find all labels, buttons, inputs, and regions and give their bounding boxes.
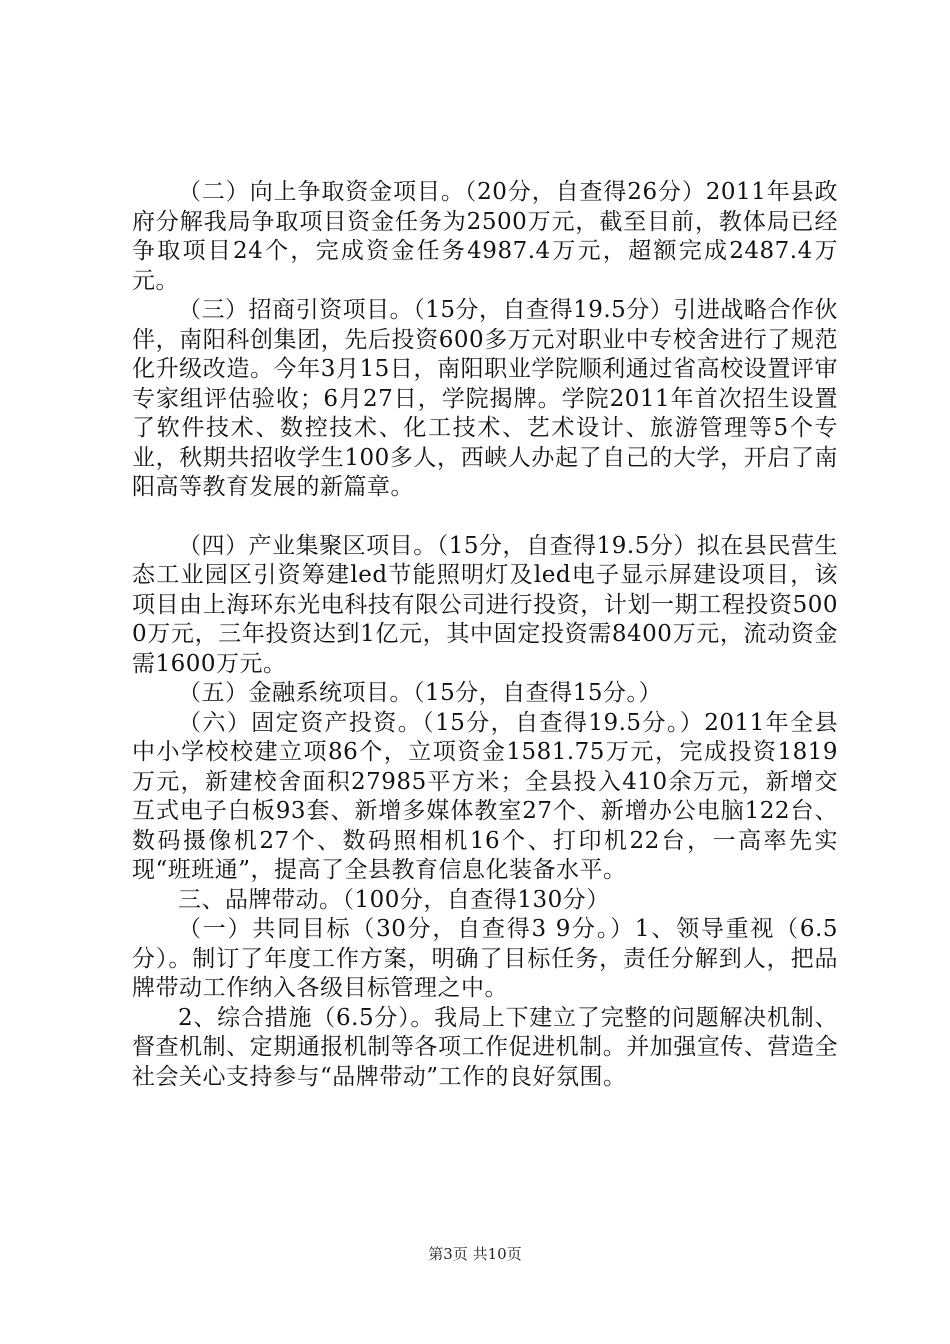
page-footer: 第3页 共10页	[428, 1245, 522, 1263]
paragraph-investment-attraction: （三）招商引资项目。（15分，自查得19.5分）引进战略合作伙伴，南阳科创集团，先后投资600多万元对职业中专校舍进行了规范化升级改造。今年3月15日，南阳职业学院顺利通过省高校设置评审专家组评估验收；6月27日，学院揭牌。学院2011年首次招生设置了软件技术、数控技术、化工技术、艺术设计、旅游管理等5个专业，秋期共招收学生100多人，西峡人办起了自己的大学，开启了南阳高等教育发展的新篇章。	[132, 297, 838, 500]
section-heading-brand-driving: 三、品牌带动。（100分，自查得130分）	[178, 886, 610, 913]
document-body	[132, 178, 838, 1092]
paragraph-common-goals: （一）共同目标（30分，自查得3 9分。）1、领导重视（6.5分）。制订了年度工作方案，明确了目标任务，责任分解到人，把品牌带动工作纳入各级目标管理之中。	[132, 916, 838, 1001]
paragraph-industrial-cluster: （四）产业集聚区项目。（15分，自查得19.5分）拟在县民营生态工业园区引资筹建led节能照明灯及led电子显示屏建设项目，该项目由上海环东光电科技有限公司进行投资，计划一期工程投资5000万元，三年投资达到1亿元，其中固定投资需8400万元，流动资金需1600万元。	[132, 532, 838, 677]
paragraph-fundraising-projects: （二）向上争取资金项目。（20分，自查得26分）2011年县政府分解我局争取项目资金任务为2500万元，截至目前，教体局已经争取项目24个，完成资金任务4987.4万元，超额完成2487.4万元。	[132, 179, 838, 294]
paragraph-financial-system: （五）金融系统项目。（15分，自查得15分。）	[178, 680, 663, 706]
paragraph-comprehensive-measures: 2、综合措施（6.5分）。我局上下建立了完整的问题解决机制、督查机制、定期通报机制等各项工作促进机制。并加强宣传、营造全社会关心支持参与“品牌带动”工作的良好氛围。	[132, 1004, 838, 1090]
paragraph-fixed-asset-investment: （六）固定资产投资。（15分，自查得19.5分。）2011年全县中小学校校建立项86个，立项资金1581.75万元，完成投资1819万元，新建校舍面积27985平方米；全县投入410余万元，新增交互式电子白板93套、新增多媒体教室27个、新增办公电脑122台、数码摄像机27个、数码照相机16个、打印机22台，一高率先实现“班班通”，提高了全县教育信息化装备水平。	[132, 709, 838, 883]
